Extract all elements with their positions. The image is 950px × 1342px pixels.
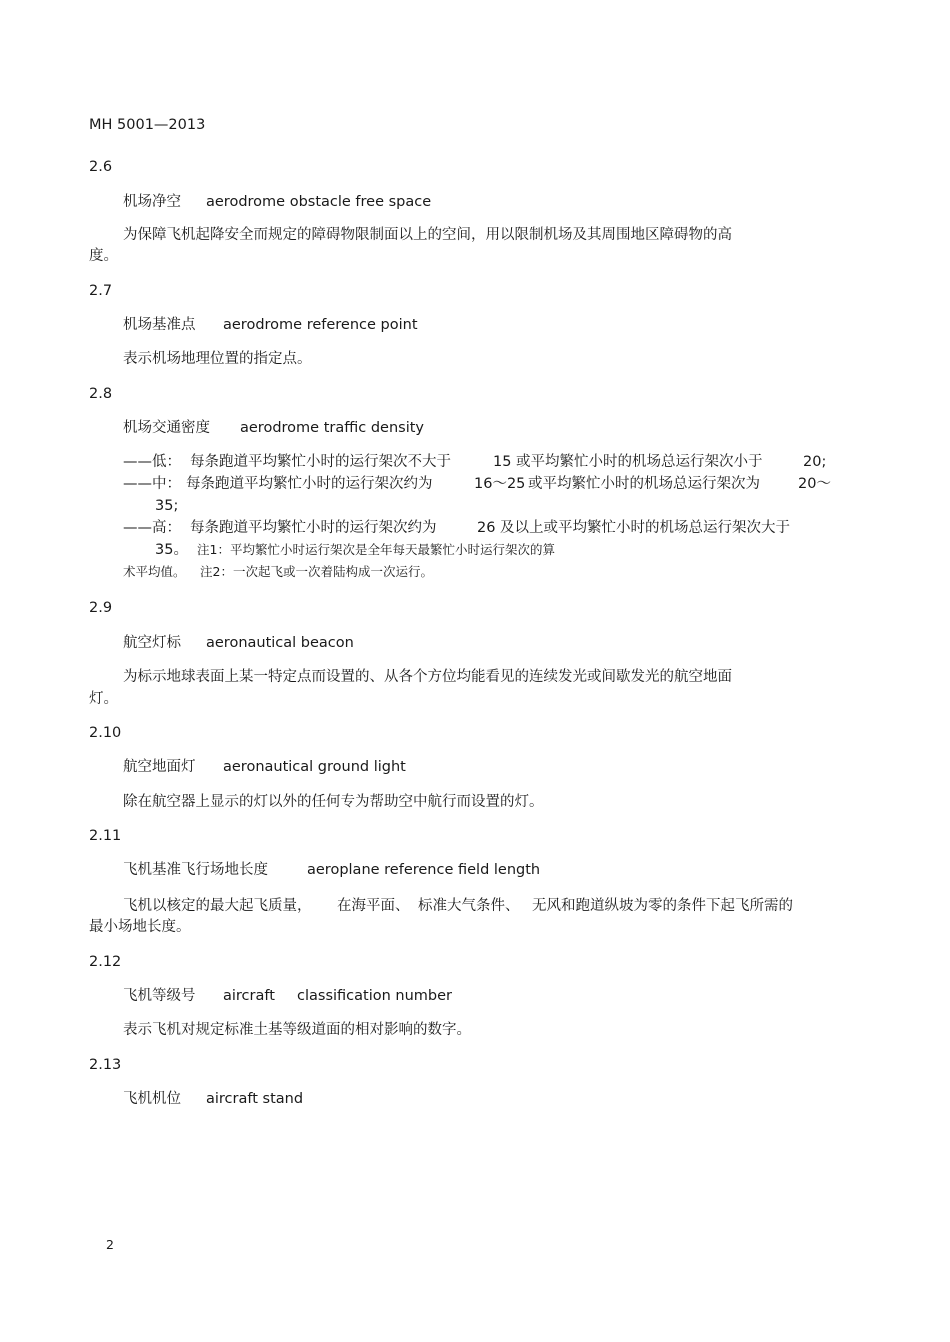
definition-part: 标准大气条件、 bbox=[418, 898, 520, 914]
definition-line: 表示机场地理位置的指定点。 bbox=[123, 351, 312, 367]
list-item-text: 每条跑道平均繁忙小时的运行架次约为 bbox=[186, 476, 433, 492]
definition-line: 为保障飞机起降安全而规定的障碍物限制面以上的空间，用以限制机场及其周围地区障碍物的高 bbox=[123, 227, 732, 243]
page-number: 2 bbox=[106, 1237, 114, 1252]
term-english: aeronautical beacon bbox=[206, 635, 354, 651]
list-item-number: 20; bbox=[803, 454, 827, 470]
definition-line: 除在航空器上显示的灯以外的任何专为帮助空中航行而设置的灯。 bbox=[123, 794, 544, 810]
term-chinese: 飞机机位 bbox=[123, 1091, 181, 1107]
list-item-number: 20～ bbox=[798, 476, 831, 492]
list-item-text: 或平均繁忙小时的机场总运行架次为 bbox=[528, 476, 760, 492]
term-english: aeronautical ground light bbox=[223, 759, 406, 775]
term-chinese: 机场净空 bbox=[123, 194, 181, 210]
note-continuation: 术平均值。 bbox=[123, 564, 186, 579]
definition-part: 飞机以核定的最大起飞质量， bbox=[123, 898, 312, 914]
note: 注1：平均繁忙小时运行架次是全年每天最繁忙小时运行架次的算 bbox=[197, 542, 555, 557]
list-item-text: 每条跑道平均繁忙小时的运行架次约为 bbox=[190, 520, 437, 536]
section-number: 2.12 bbox=[89, 954, 122, 970]
document-code: MH 5001—2013 bbox=[89, 117, 206, 133]
section-number: 2.13 bbox=[89, 1057, 122, 1073]
list-item-text: 及以上或平均繁忙小时的机场总运行架次大于 bbox=[500, 520, 790, 536]
list-item-continuation: 35; bbox=[155, 498, 179, 514]
term-chinese: 航空地面灯 bbox=[123, 759, 196, 775]
term-english: aircraft bbox=[223, 988, 275, 1004]
list-item-text: 每条跑道平均繁忙小时的运行架次不大于 bbox=[190, 454, 451, 470]
list-item-number: 15 bbox=[493, 454, 512, 470]
term-chinese: 飞机等级号 bbox=[123, 988, 196, 1004]
section-number: 2.7 bbox=[89, 283, 113, 299]
definition-part: 在海平面、 bbox=[337, 898, 410, 914]
term-chinese: 机场基准点 bbox=[123, 317, 196, 333]
list-item-prefix: ——高： bbox=[123, 520, 181, 536]
list-item-number: 16～25 bbox=[474, 476, 526, 492]
section-number: 2.11 bbox=[89, 828, 122, 844]
list-item-prefix: ——低： bbox=[123, 454, 181, 470]
section-number: 2.8 bbox=[89, 386, 113, 402]
term-english: aerodrome obstacle free space bbox=[206, 194, 432, 210]
definition-line: 表示飞机对规定标准土基等级道面的相对影响的数字。 bbox=[123, 1022, 471, 1038]
term-english: aerodrome reference point bbox=[223, 317, 418, 333]
term-chinese: 飞机基准飞行场地长度 bbox=[123, 862, 268, 878]
section-number: 2.9 bbox=[89, 600, 113, 616]
definition-line: 度。 bbox=[89, 248, 118, 264]
list-item-text: 或平均繁忙小时的机场总运行架次小于 bbox=[516, 454, 763, 470]
section-number: 2.6 bbox=[89, 159, 113, 175]
list-item-number: 26 bbox=[477, 520, 496, 536]
term-english: aerodrome traffic density bbox=[240, 420, 424, 436]
note: 注2：一次起飞或一次着陆构成一次运行。 bbox=[200, 564, 433, 579]
term-english: classification number bbox=[297, 988, 452, 1004]
section-number: 2.10 bbox=[89, 725, 122, 741]
list-item-continuation: 35。 bbox=[155, 542, 188, 558]
term-chinese: 机场交通密度 bbox=[123, 420, 210, 436]
list-item-prefix: ——中： bbox=[123, 476, 181, 492]
term-chinese: 航空灯标 bbox=[123, 635, 181, 651]
term-english: aeroplane reference field length bbox=[307, 862, 541, 878]
definition-line: 灯。 bbox=[89, 691, 118, 707]
definition-part: 无风和跑道纵坡为零的条件下起飞所需的 bbox=[532, 898, 793, 914]
definition-line: 最小场地长度。 bbox=[89, 919, 191, 935]
definition-line: 为标示地球表面上某一特定点而设置的、从各个方位均能看见的连续发光或间歇发光的航空地面 bbox=[123, 669, 732, 685]
term-english: aircraft stand bbox=[206, 1091, 304, 1107]
